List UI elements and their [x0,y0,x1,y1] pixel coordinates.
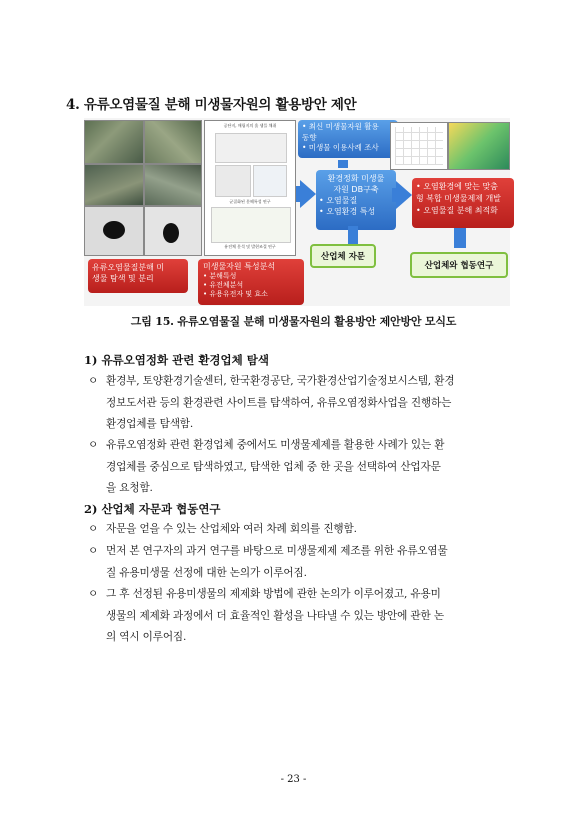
figure-diagram [84,118,510,306]
page-number: - 23 - [280,774,307,785]
blue-box-db [316,170,396,230]
bullet-mark: ㅇ [88,439,99,451]
bullet-line: 유류오염정화 관련 환경업체 중에서도 미생물제제를 활용한 사례가 있는 환 [106,439,445,451]
blue-center-line2: 자원 DB구축 [333,185,379,194]
mid-panel [204,120,296,256]
bullet-item [88,541,538,585]
blue-center-line4: • 오염환경 특성 [319,207,376,216]
aerial-photo-1 [84,120,144,164]
bullet-line: 환경부, 토양환경기술센터, 한국환경공단, 국가환경산업기술정보시스템, 환경 [106,375,455,387]
arrow-right-2 [396,181,412,209]
aerial-photo-2 [144,120,202,164]
section-title: 4. 유류오염물질 분해 미생물자원의 활용방안 제안 [66,97,357,113]
bullet-item [88,519,538,541]
red-box-char-item1: • 분해특성 [203,272,237,280]
aerial-photo-4 [144,164,202,206]
arrow-down-shaft [338,160,348,168]
bullet-mark: ㅇ [88,375,99,387]
bullet-mark: ㅇ [88,545,99,557]
arrow-up-shaft-mid [348,226,358,244]
bullet-item [88,371,538,437]
mid-panel-top-label: 공단지, 매립지의 흙 샘플 채취 [223,123,277,128]
chart-image-1 [390,122,448,170]
bullet-line: 생물의 제제화 과정에서 더 효율적인 활성을 나타낼 수 있는 방안에 관한 논 [106,609,444,622]
mid-panel-chart-1 [215,133,287,163]
chart-image-2 [448,122,510,170]
red-box-char-item3: • 유용유전자 및 효소 [203,290,268,298]
bullet-line: 질 유용미생물 선정에 대한 논의가 이루어짐. [106,566,307,579]
microscope-photo-2 [144,206,202,256]
bullet-line: 의 역시 이루어짐. [106,631,187,643]
blue-center-line1: 환경정화 미생물 [327,174,385,183]
red-box-isolation [88,259,188,293]
bullet-mark: ㅇ [88,523,99,535]
microscope-photo-1 [84,206,144,256]
mid-panel-bottom-label: 유전체 분석 및 발현조절 연구 [224,244,276,249]
blue-box-trend [298,120,398,158]
bullet-item [88,435,538,501]
bullet-mark: ㅇ [88,588,99,600]
arrow-up-shaft-right [454,228,466,248]
mid-panel-mid-label: 균질화된 분해특성 연구 [229,199,271,204]
bullet-line: 경업체를 중심으로 탐색하였고, 탐색한 업체 중 한 곳을 선택하여 산업자문 [106,460,441,473]
mid-panel-chart-4 [211,207,291,243]
bullet-line: 먼저 본 연구자의 과거 연구를 바탕으로 미생물제제 제조를 위한 유류오염물 [106,545,448,557]
green-box-advisory: 산업체 자문 [310,244,376,268]
mid-panel-chart-2 [215,165,251,197]
bullet-line: 그 후 선정된 유용미생물의 제제화 방법에 관한 논의가 이루어졌고, 유용미 [106,588,441,600]
subsection-2-title: 2) 산업체 자문과 협동연구 [84,502,221,516]
blue-top-line3: • 미생물 이용사례 조사 [302,143,379,152]
green-box-cooperation: 산업체와 협동연구 [410,252,508,278]
bullet-line: 을 요청함. [106,482,153,494]
blue-top-line1: • 최신 미생물자원 활용 [302,122,379,131]
red-box-isolation-line2: 생물 탐색 및 분리 [92,274,154,283]
blue-top-line2: 동향 [302,132,317,142]
arrow-right-1 [300,180,316,208]
mid-panel-chart-3 [253,165,287,197]
red-right-line3: • 오염물질 분해 최적화 [416,206,498,215]
bullet-item [88,584,538,650]
aerial-photo-3 [84,164,144,206]
bullet-line: 환경업체를 탐색함. [106,418,194,430]
red-right-line1: • 오염환경에 맞는 맞춤 [416,182,498,191]
bullet-line: 정보도서관 등의 환경관련 사이트를 탐색하여, 유류오염정화사업을 진행하는 [106,396,452,409]
blue-center-line3: • 오염물질 [319,196,358,205]
subsection-1-title: 1) 유류오염정화 관련 환경업체 탐색 [84,353,269,367]
red-box-characterization [198,259,304,305]
red-right-line2: 형 복합 미생물제제 개발 [416,194,501,203]
red-box-char-title: 미생물자원 특성분석 [203,262,276,271]
bullet-line: 자문을 얻을 수 있는 산업체와 여러 차례 회의를 진행함. [106,523,357,535]
red-box-isolation-line1: 유류오염물질분해 미 [92,263,165,272]
red-box-char-item2: • 유전체분석 [203,281,244,289]
figure-caption: 그림 15. 유류오염물질 분해 미생물자원의 활용방안 제안방안 모식도 [130,315,457,328]
red-box-development [412,178,514,228]
